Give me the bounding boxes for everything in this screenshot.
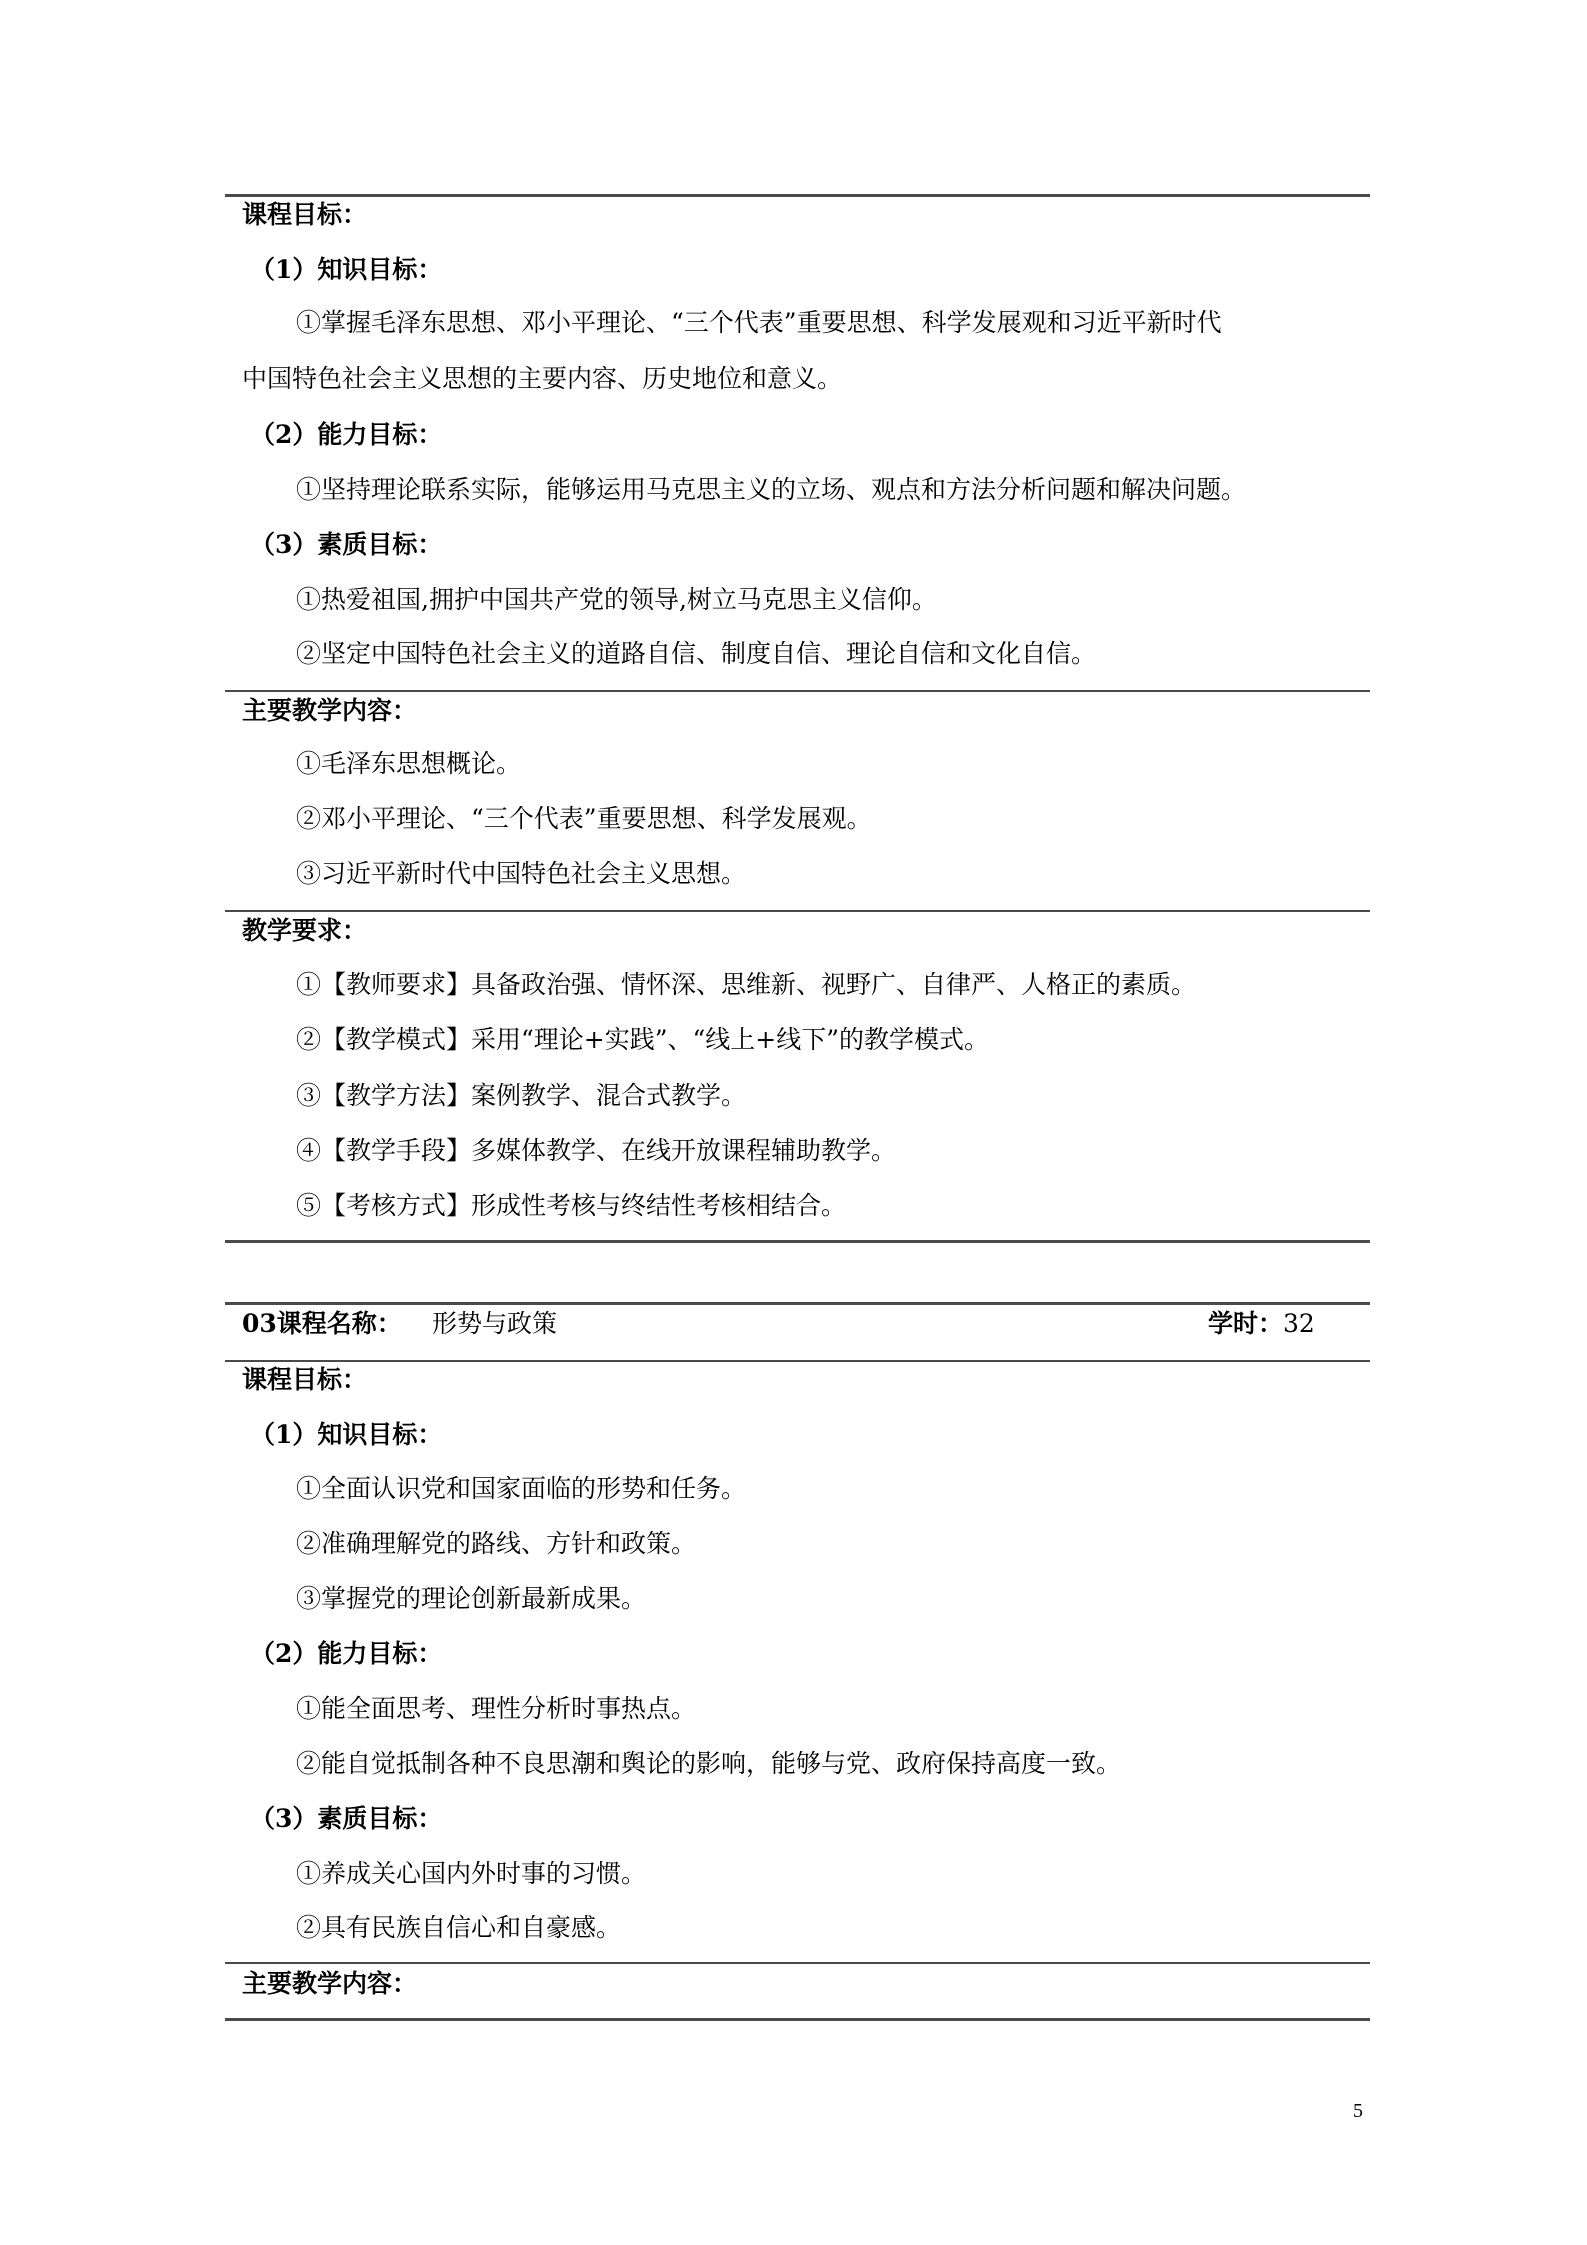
- requirement-item: ⑤【考核方式】形成性考核与终结性考核相结合。: [296, 1191, 847, 1220]
- knowledge-goals-heading: （1）知识目标：: [250, 255, 443, 284]
- ability-goals-heading: （2）能力目标：: [250, 420, 443, 449]
- requirement-item: ④【教学手段】多媒体教学、在线开放课程辅助教学。: [296, 1136, 897, 1165]
- top-border: [225, 194, 1370, 197]
- ability-item: ①能全面思考、理性分析时事热点。: [296, 1694, 697, 1723]
- divider: [225, 690, 1370, 692]
- knowledge-goals-heading: （1）知识目标：: [250, 1420, 443, 1449]
- hours-value: 32: [1283, 1309, 1315, 1338]
- quality-goals-heading: （3）素质目标：: [250, 1804, 443, 1833]
- course-header-row: [242, 1307, 402, 1341]
- ability-goals-heading: （2）能力目标：: [250, 1639, 443, 1668]
- page-number: 5: [1353, 2100, 1363, 2122]
- knowledge-item-continuation: 中国特色社会主义思想的主要内容、历史地位和意义。: [242, 364, 843, 393]
- teaching-requirements-heading: 教学要求：: [242, 916, 368, 945]
- main-content-heading: 主要教学内容：: [242, 1969, 418, 1998]
- course-name-label: 课程名称：: [276, 1309, 402, 1338]
- content-item: ①毛泽东思想概论。: [296, 749, 522, 778]
- course-number: 03: [242, 1309, 277, 1338]
- quality-item: ②具有民族自信心和自豪感。: [296, 1913, 622, 1942]
- knowledge-item: ③掌握党的理论创新最新成果。: [296, 1584, 647, 1613]
- requirement-item: ①【教师要求】具备政治强、情怀深、思维新、视野广、自律严、人格正的素质。: [296, 970, 1197, 999]
- ability-item: ①坚持理论联系实际，能够运用马克思主义的立场、观点和方法分析问题和解决问题。: [296, 475, 1247, 504]
- knowledge-item: ②准确理解党的路线、方针和政策。: [296, 1529, 697, 1558]
- divider: [225, 1360, 1370, 1362]
- bottom-border: [225, 2018, 1370, 2021]
- course-name: 形势与政策: [432, 1309, 558, 1338]
- knowledge-item: ①全面认识党和国家面临的形势和任务。: [296, 1474, 747, 1503]
- requirement-item: ③【教学方法】案例教学、混合式教学。: [296, 1081, 747, 1110]
- content-item: ②邓小平理论、“三个代表”重要思想、科学发展观。: [296, 804, 872, 833]
- content-item: ③习近平新时代中国特色社会主义思想。: [296, 859, 747, 888]
- ability-item: ②能自觉抵制各种不良思潮和舆论的影响，能够与党、政府保持高度一致。: [296, 1749, 1122, 1778]
- course-hours: [1208, 1307, 1315, 1341]
- divider: [225, 1962, 1370, 1964]
- section-top-border: [225, 1302, 1370, 1305]
- divider: [225, 910, 1370, 912]
- knowledge-item: ①掌握毛泽东思想、邓小平理论、“三个代表”重要思想、科学发展观和习近平新时代: [296, 308, 1222, 337]
- course-goals-heading: 课程目标：: [242, 1365, 368, 1394]
- section-bottom-border: [225, 1240, 1370, 1243]
- course-goals-heading: 课程目标：: [242, 200, 368, 229]
- quality-item: ①热爱祖国,拥护中国共产党的领导,树立马克思主义信仰。: [296, 585, 937, 614]
- hours-label: 学时：: [1208, 1309, 1284, 1338]
- main-content-heading: 主要教学内容：: [242, 696, 418, 725]
- quality-item: ②坚定中国特色社会主义的道路自信、制度自信、理论自信和文化自信。: [296, 639, 1097, 668]
- requirement-item: ②【教学模式】采用“理论+实践”、“线上+线下”的教学模式。: [296, 1025, 990, 1054]
- quality-item: ①养成关心国内外时事的习惯。: [296, 1859, 647, 1888]
- quality-goals-heading: （3）素质目标：: [250, 530, 443, 559]
